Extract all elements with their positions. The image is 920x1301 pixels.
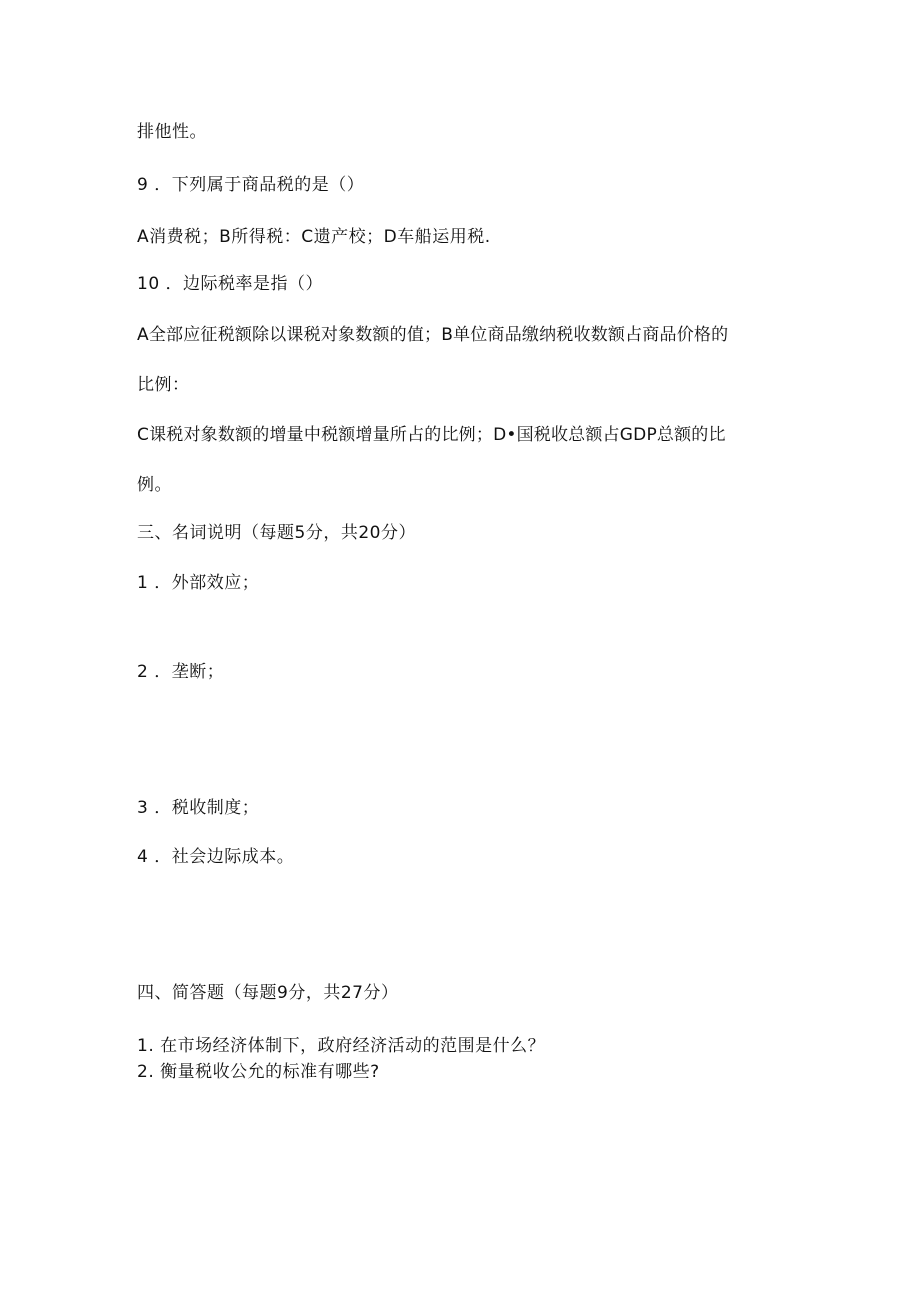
question-10-options-a-b: A全部应征税额除以课税对象数额的值；B单位商品缴纳税收数额占商品价格的 bbox=[137, 325, 729, 345]
section-4-heading: 四、简答题（每题9分，共27分） bbox=[137, 983, 399, 1003]
text-line-exclusivity: 排他性。 bbox=[137, 122, 207, 142]
question-10-options-c-d: C课税对象数额的增量中税额增量所占的比例；D•国税收总额占GDP总额的比 bbox=[137, 425, 726, 445]
term-2: 2 ．垄断； bbox=[137, 662, 225, 682]
section-3-heading: 三、名词说明（每题5分，共20分） bbox=[137, 523, 416, 543]
question-9: 9 ．下列属于商品税的是（） bbox=[137, 175, 365, 195]
question-10: 10 ．边际税率是指（） bbox=[137, 274, 324, 294]
short-answer-1: 1. 在市场经济体制下，政府经济活动的范围是什么？ bbox=[137, 1036, 546, 1056]
term-3: 3 ．税收制度； bbox=[137, 798, 260, 818]
question-10-options-b-cont: 比例： bbox=[137, 375, 190, 395]
question-9-options: A消费税；B所得税：C遗产校；D车船运用税. bbox=[137, 227, 491, 247]
question-10-options-d-cont: 例。 bbox=[137, 475, 172, 495]
short-answer-2: 2. 衡量税收公允的标准有哪些? bbox=[137, 1062, 380, 1082]
term-4: 4 ．社会边际成本。 bbox=[137, 847, 295, 867]
term-1: 1 ．外部效应； bbox=[137, 573, 260, 593]
